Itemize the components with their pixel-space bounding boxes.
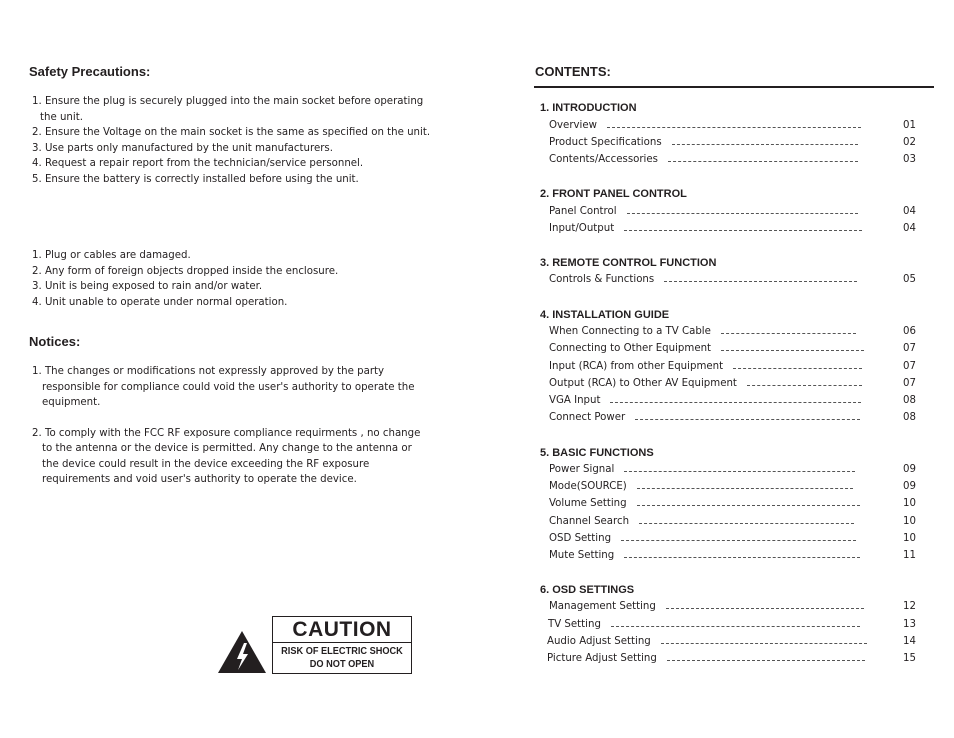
caution-line-2: DO NOT OPEN [309,659,375,670]
toc-leader-dashes [672,144,858,145]
notices-title: Notices: [29,334,81,349]
toc-leader-dashes [733,368,862,369]
toc-leader-dashes [668,161,858,162]
list-item: requirements and void user's authority to operate the device. [42,474,357,485]
toc-leader-dashes [610,402,861,403]
contents-title: CONTENTS: [535,64,611,79]
toc-section-heading: 3. REMOTE CONTROL FUNCTION [540,257,717,269]
toc-entry-label: VGA Input [549,395,601,406]
list-item: 4. Unit unable to operate under normal operation. [32,296,288,308]
toc-page-number: 10 [903,516,916,527]
toc-entry-label: Picture Adjust Setting [547,653,657,664]
toc-entry-label: Output (RCA) to Other AV Equipment [549,378,737,389]
toc-leader-dashes [635,419,860,420]
toc-section-heading: 4. INSTALLATION GUIDE [540,309,670,321]
toc-leader-dashes [664,281,857,282]
toc-entry-label: When Connecting to a TV Cable [549,326,711,337]
toc-leader-dashes [611,626,860,627]
toc-page-number: 07 [903,361,916,372]
caution-line-1: RISK OF ELECTRIC SHOCK [281,646,403,657]
toc-page-number: 07 [903,343,916,354]
contents-divider [534,86,934,88]
toc-entry-label: Controls & Functions [549,274,655,285]
toc-page-number: 10 [903,533,916,544]
toc-leader-dashes [721,350,864,351]
list-item: 1. Ensure the plug is securely plugged into the main socket before operating [32,96,424,107]
list-item: 3. Use parts only manufactured by the unit manufacturers. [32,142,333,154]
toc-page-number: 09 [903,464,916,475]
toc-entry-label: Connecting to Other Equipment [549,343,712,354]
list-item: 3. Unit is being exposed to rain and/or water. [32,281,263,292]
toc-entry-label: Mode(SOURCE) [549,481,627,492]
toc-page-number: 01 [903,120,916,131]
toc-page-number: 06 [903,326,916,337]
toc-page-number: 13 [903,619,916,630]
electric-shock-warning-icon [217,630,267,674]
list-item: 1. The changes or modifications not expressly approved by the party [32,366,385,377]
toc-entry-label: Contents/Accessories [549,154,658,165]
toc-section-heading: 1. INTRODUCTION [540,102,637,114]
toc-entry-label: Product Specifications [549,137,662,148]
list-item: 4. Request a repair report from the technician/service personnel. [32,158,364,169]
toc-leader-dashes [624,557,860,558]
toc-leader-dashes [627,213,858,214]
toc-leader-dashes [607,127,861,128]
toc-leader-dashes [637,488,853,489]
toc-page-number: 09 [903,481,916,492]
list-item: 2. To comply with the FCC RF exposure compliance requirments , no change [32,427,421,439]
toc-page-number: 08 [903,412,916,423]
list-item: 2. Ensure the Voltage on the main socket is the same as specified on the unit. [32,127,431,138]
toc-page-number: 04 [903,223,916,234]
toc-entry-label: Panel Control [549,206,617,217]
list-item: the unit. [40,111,83,123]
toc-page-number: 04 [903,206,916,217]
toc-page-number: 14 [903,636,916,647]
toc-entry-label: Input/Output [549,223,615,234]
toc-page-number: 12 [903,601,916,612]
toc-page-number: 02 [903,137,916,148]
toc-leader-dashes [621,540,856,541]
toc-entry-label: Mute Setting [549,550,615,561]
toc-section-heading: 6. OSD SETTINGS [540,584,635,596]
toc-page-number: 08 [903,395,916,406]
toc-page-number: 10 [903,498,916,509]
toc-entry-label: Power Signal [549,464,615,475]
list-item: to the antenna or the device is permitted. Any change to the antenna or [42,443,412,454]
toc-leader-dashes [747,385,862,386]
toc-page-number: 03 [903,154,916,165]
toc-page-number: 15 [903,653,916,664]
toc-page-number: 05 [903,274,916,285]
toc-leader-dashes [624,230,862,231]
list-item: responsible for compliance could void the user's authority to operate the [42,381,415,393]
caution-title: CAUTION [273,617,411,643]
toc-leader-dashes [624,471,855,472]
list-item: the device could result in the device exceeding the RF exposure [42,458,370,470]
toc-page-number: 11 [903,550,916,561]
toc-entry-label: TV Setting [548,619,601,630]
list-item: 5. Ensure the battery is correctly installed before using the unit. [32,173,359,185]
toc-leader-dashes [667,660,865,661]
safety-precautions-title: Safety Precautions: [29,64,151,79]
notices-list [32,364,420,488]
toc-entry-label: Volume Setting [549,498,627,509]
list-item: 2. Any form of foreign objects dropped inside the enclosure. [32,265,339,277]
toc-entry-label: Connect Power [549,412,626,423]
list-item: equipment. [42,397,101,408]
toc-leader-dashes [661,643,867,644]
toc-entry-label: OSD Setting [549,533,612,544]
toc-leader-dashes [639,523,854,524]
toc-entry-label: Management Setting [549,601,656,612]
damage-list [32,248,338,310]
toc-page-number: 07 [903,378,916,389]
toc-leader-dashes [721,333,856,334]
toc-leader-dashes [666,608,864,609]
toc-entry-label: Channel Search [549,516,630,527]
toc-entry-label: Overview [549,120,597,131]
toc-entry-label: Audio Adjust Setting [547,636,651,647]
toc-leader-dashes [637,505,860,506]
safety-list [32,94,430,187]
toc-section-heading: 2. FRONT PANEL CONTROL [540,188,687,200]
list-item: 1. Plug or cables are damaged. [32,250,191,261]
toc-section-heading: 5. BASIC FUNCTIONS [540,447,654,459]
toc-entry-label: Input (RCA) from other Equipment [549,361,724,372]
caution-label [272,616,412,674]
